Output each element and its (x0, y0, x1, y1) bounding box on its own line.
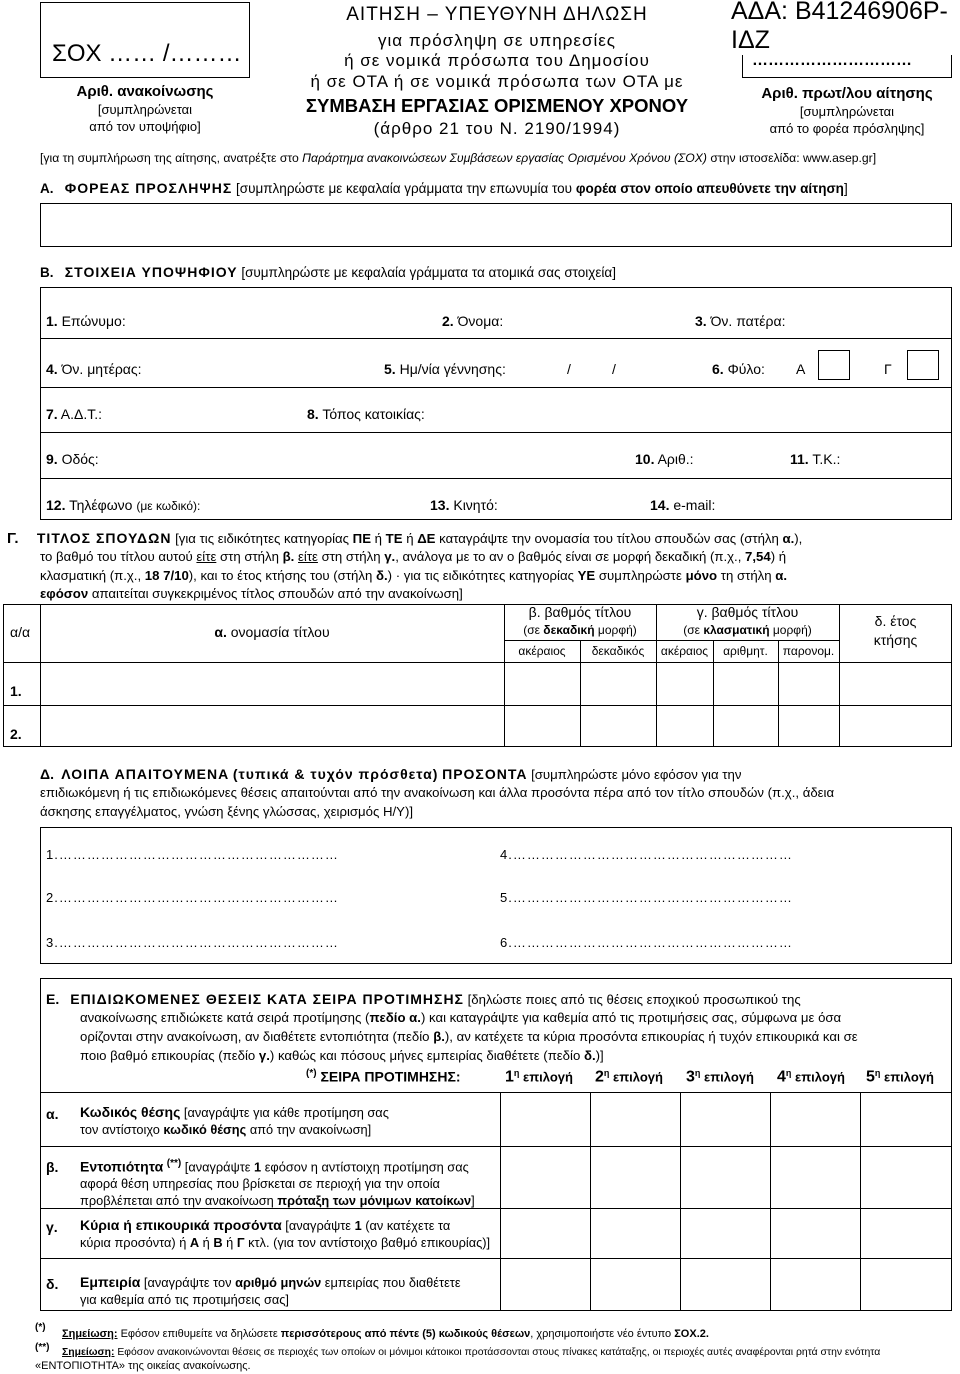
qualification-1[interactable]: 1.…………………………………………………… (46, 847, 339, 862)
form-subtitle-3: ή σε ΟΤΑ ή σε νομικά πρόσωπα των ΟΤΑ με (310, 72, 684, 91)
protocol-note-1: [συμπληρώνεται (799, 104, 895, 119)
residence-field[interactable]: 8. Τόπος κατοικίας: (307, 406, 425, 422)
form-subtitle-law: (άρθρο 21 του Ν. 2190/1994) (373, 119, 621, 138)
email-field[interactable]: 14. e-mail: (650, 497, 716, 513)
section-e-box (40, 978, 952, 1311)
section-a-heading: Α. ΦΟΡΕΑΣ ΠΡΟΣΛΗΨΗΣ [συμπληρώστε με κεφαλαία γράμματα την επωνυμία του φορέα στον οποίο απευθύνετε την αίτηση] (40, 180, 848, 196)
gender-female-label: Γ (884, 361, 892, 377)
form-title: ΑΙΤΗΣΗ – ΥΠΕΥΘΥΝΗ ΔΗΛΩΣΗ (346, 4, 648, 25)
col-title-name: α. ονομασία τίτλου (214, 624, 330, 640)
announcement-number-label: Αριθ. ανακοίνωσης (76, 83, 214, 100)
gender-female-checkbox[interactable] (907, 350, 939, 380)
section-b-heading: Β. ΣΤΟΙΧΕΙΑ ΥΠΟΨΗΦΙΟΥ [συμπληρώστε με κεφαλαία γράμματα τα ατομικά σας στοιχεία] (40, 264, 616, 280)
mother-name-field[interactable]: 4. Όν. μητέρας: (46, 361, 142, 377)
intro-note: [για τη συμπλήρωση της αίτησης, ανατρέξτε στο Παράρτημα ανακοινώσεων Συμβάσεων εργασίας Ορισμένου Χρόνου (ΣΟΧ) στην ιστοσελίδα: www.asep.gr] (40, 151, 877, 165)
col-grade-decimal: β. βαθμός τίτλου (528, 604, 632, 620)
row-b-label: Εντοπιότητα (**) [αναγράψτε 1 εφόσον η αντίστοιχη προτίμηση σας αφορά θέση υπηρεσίας που βρίσκεται σε περιοχή για την οποία προβλέπεται από την ανακοίνωση πρόταξη των μόνιμων κατοίκων] (80, 1158, 475, 1209)
qualification-6[interactable]: 6.…………………………………………………… (500, 935, 793, 950)
choice-5-header: $5^\eta$ επιλογή (866, 1068, 934, 1086)
footnote-2: Σημείωση: Εφόσον ανακοινώνονται θέσεις σε περιοχές των οποίων οι μόνιμοι κάτοικοι προτάσσονται στους πίνακες κατάταξης, οι περιοχές αυτές αναφέρονται ρητά στην ενότητα (62, 1347, 881, 1358)
first-name-field[interactable]: 2. Όνομα: (442, 313, 504, 329)
date-slash-2: / (612, 361, 616, 377)
qualification-2[interactable]: 2.…………………………………………………… (46, 890, 339, 905)
row-a-label: Κωδικός θέσης [αναγράψτε για κάθε προτίμηση σας τον αντίστοιχο κωδικό θέσης από την ανακοίνωση] (80, 1104, 389, 1137)
id-number-field[interactable]: 7. Α.Δ.Τ.: (46, 406, 103, 422)
row-d-letter: δ. (46, 1276, 59, 1292)
qualification-3[interactable]: 3.…………………………………………………… (46, 935, 339, 950)
sub-numerator: αριθμητ. (723, 644, 768, 658)
protocol-number-field[interactable]: ………………………… (752, 52, 912, 69)
sub-integer-1: ακέραιος (518, 644, 566, 658)
footnote-1: Σημείωση: Εφόσον επιθυμείτε να δηλώσετε περισσότερους από πέντε (5) κωδικούς θέσεων, χρησιμοποιήστε νέο έντυπο ΣΟΧ.2. (62, 1328, 709, 1340)
gender-male-label: Α (796, 361, 806, 377)
choice-1-header: $1^\eta$ επιλογή (505, 1068, 573, 1086)
education-row-2[interactable]: 2. (10, 726, 22, 742)
employer-input[interactable] (40, 203, 952, 247)
date-slash-1: / (567, 361, 571, 377)
section-e-heading: Ε. ΕΠΙΔΙΩΚΟΜΕΝΕΣ ΘΕΣΕΙΣ ΚΑΤΑ ΣΕΙΡΑ ΠΡΟΤΙΜΗΣΗΣ [δηλώστε ποιες από τις θέσεις εποχικού προσωπικού της (46, 991, 801, 1007)
sub-denominator: παρονομ. (782, 644, 835, 658)
form-subtitle-contract: ΣΥΜΒΑΣΗ ΕΡΓΑΣΙΑΣ ΟΡΙΣΜΕΝΟΥ ΧΡΟΝΟΥ (305, 95, 689, 116)
father-name-field[interactable]: 3. Όν. πατέρα: (695, 313, 786, 329)
col-grade-fraction: γ. βαθμός τίτλου (696, 604, 799, 620)
choice-3-header: $3^\eta$ επιλογή (686, 1068, 754, 1086)
section-d-note-2: επιδιωκόμενη ή τις επιδιωκόμενες θέσεις απαιτούνται από την ανακοίνωση και άλλα προσόντα πέρα από τον τίτλο σπουδών (π.χ., άδεια (40, 785, 835, 800)
section-g-note-3: κλασματική (π.χ., 18 7/10), και το έτος κτήσης του (στήλη δ.) · για τις ειδικότητες κατηγορίας ΥΕ συμπληρώστε μόνο τη στήλη α. (40, 568, 788, 583)
col-grade-decimal-note: (σε δεκαδική μορφή) (523, 623, 637, 637)
announcement-note-2: από τον υποψήφιο] (89, 119, 201, 134)
qualification-4[interactable]: 4.…………………………………………………… (500, 847, 793, 862)
footnote-1-marker: (*) (35, 1322, 46, 1333)
phone-field[interactable]: 12. Τηλέφωνο (με κωδικό): (46, 497, 201, 513)
sub-decimal: δεκαδικός (591, 644, 645, 658)
gender-label: 6. Φύλο: (712, 361, 765, 377)
qualification-5[interactable]: 5.…………………………………………………… (500, 890, 793, 905)
footnote-2-cont: «ΕΝΤΟΠΙΟΤΗΤΑ» της οικείας ανακοίνωσης. (35, 1360, 251, 1372)
section-g-note-2: το βαθμό του τίτλου αυτού είτε στη στήλη β. είτε στη στήλη γ., ανάλογα με το αν ο βαθμός είναι σε μορφή δεκαδική (π.χ., 7,54) ή (40, 549, 787, 564)
row-d-label: Εμπειρία [αναγράψτε τον αριθμό μηνών εμπειρίας που διαθέτετε για καθεμία από τις προτιμήσεις σας] (80, 1274, 461, 1307)
ada-code: ΑΔΑ: Β41246906Ρ-ΙΔΖ (729, 0, 960, 55)
street-number-field[interactable]: 10. Αριθ.: (635, 451, 694, 467)
preference-order-label: (*) ΣΕΙΡΑ ΠΡΟΤΙΜΗΣΗΣ: (306, 1068, 461, 1085)
col-aa: α/α (10, 624, 31, 640)
choice-2-header: $2^\eta$ επιλογή (595, 1068, 663, 1086)
row-g-label: Κύρια ή επικουρικά προσόντα [αναγράψτε 1 (αν κατέχετε τα κύρια προσόντα) ή Α ή Β ή Γ κτλ. (για τον αντίστοιχο βαθμό επικουρίας)] (80, 1217, 491, 1250)
form-subtitle-1: για πρόσληψη σε υπηρεσίες (378, 31, 616, 50)
street-field[interactable]: 9. Οδός: (46, 451, 99, 467)
section-e-note-3: ορίζονται στην ανακοίνωση, αν διαθέτετε εντοπιότητα (πεδίο β.), αν κατέχετε τα κύρια προσόντα επικουρίας ή τυχόν επικουρικά και σε (80, 1029, 858, 1044)
section-e-note-4: ποιο βαθμό επικουρίας (πεδίο γ.) καθώς και πόσους μήνες εμπειρίας διαθέτετε (πεδίο δ.)] (80, 1048, 604, 1063)
col-year-2: κτήσης (873, 632, 918, 648)
section-g-heading: Γ. ΤΙΤΛΟΣ ΣΠΟΥΔΩΝ [για τις ειδικότητες κατηγορίας ΠΕ ή ΤΕ ή ΔΕ καταγράψτε την ονομασία του τίτλου σπουδών σας (στήλη α.), (7, 530, 803, 547)
row-b-letter: β. (46, 1159, 59, 1175)
section-d-note-3: άσκησης επαγγέλματος, γνώση ξένης γλώσσας, χειρισμός Η/Υ)] (40, 804, 414, 819)
footnote-2-marker: (**) (35, 1342, 50, 1353)
announcement-note-1: [συμπληρώνεται (97, 102, 193, 117)
education-row-1[interactable]: 1. (10, 683, 22, 699)
col-grade-fraction-note: (σε κλασματική μορφή) (683, 623, 812, 637)
choice-4-header: $4^\eta$ επιλογή (777, 1068, 845, 1086)
row-g-letter: γ. (46, 1219, 58, 1235)
birth-date-field[interactable]: 5. Ημ/νία γέννησης: (384, 361, 506, 377)
sub-integer-2: ακέραιος (660, 644, 709, 658)
protocol-note-2: από το φορέα πρόσληψης] (769, 121, 925, 136)
mobile-field[interactable]: 13. Κινητό: (430, 497, 498, 513)
section-d-heading: Δ. ΛΟΙΠΑ ΑΠΑΙΤΟΥΜΕΝΑ (τυπικά & τυχόν πρόσθετα) ΠΡΟΣΟΝΤΑ [συμπληρώστε μόνο εφόσον για την (40, 766, 742, 782)
postal-code-field[interactable]: 11. Τ.Κ.: (790, 451, 841, 467)
sox-number-field[interactable]: ΣΟΧ …… /……… (52, 40, 242, 67)
gender-male-checkbox[interactable] (818, 350, 850, 380)
surname-field[interactable]: 1. Επώνυμο: (46, 313, 126, 329)
row-a-letter: α. (46, 1106, 59, 1122)
protocol-number-label: Αριθ. πρωτ/λου αίτησης (761, 85, 933, 102)
section-e-note-2: ανακοίνωσης επιδιώκετε κατά σειρά προτίμησης (πεδίο α.) και καταγράψτε για καθεμία από τις προτιμήσεις σας, σύμφωνα με όσα (80, 1010, 842, 1025)
form-subtitle-2: ή σε νομικά πρόσωπα του Δημοσίου (344, 51, 650, 70)
section-g-note-4: εφόσον απαιτείται συγκεκριμένος τίτλος σπουδών από την ανακοίνωση] (40, 586, 463, 601)
col-year: δ. έτος (874, 613, 917, 629)
